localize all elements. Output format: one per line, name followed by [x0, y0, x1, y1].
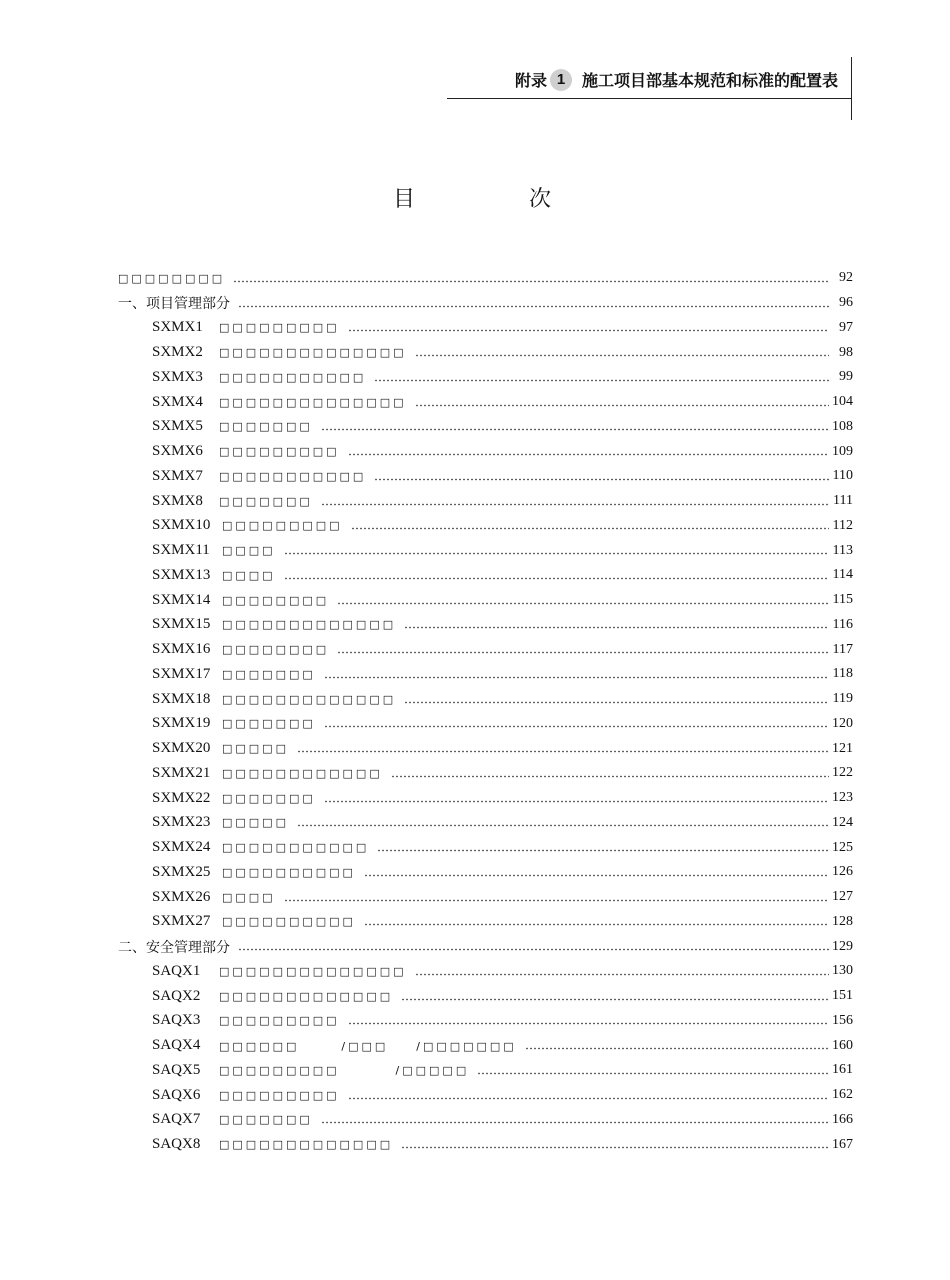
toc-entry-label: □□□□: [222, 568, 276, 582]
toc-entry-code: SXMX1: [152, 319, 203, 336]
toc-entry-label: □□□□: [222, 544, 276, 558]
toc-entry-code: SXMX15: [152, 616, 211, 633]
dot-leader: [324, 725, 829, 728]
toc-entry[interactable]: [118, 1009, 853, 1034]
toc-entry[interactable]: [118, 959, 853, 984]
toc-entry-code: SXMX6: [152, 443, 203, 460]
dot-leader: [391, 775, 829, 778]
toc-entry-code: SAQX7: [152, 1111, 201, 1128]
running-header: [515, 68, 838, 91]
toc-entry-code: SXMX17: [152, 665, 211, 682]
toc-entry[interactable]: [118, 464, 853, 489]
dot-leader: [238, 305, 829, 308]
toc-entry-code: SAQX8: [152, 1136, 201, 1153]
dot-leader: [401, 998, 829, 1001]
toc-entry-page: 115: [832, 592, 853, 608]
toc-entry-label: □□□□□□□□□□: [222, 915, 356, 929]
toc-entry-label: □□□□□□□□□ /□□□□□: [219, 1064, 470, 1078]
toc-entry-code: SXMX13: [152, 566, 211, 583]
toc-entry-code: SXMX14: [152, 591, 211, 608]
toc-entry-label: □□□□□□□□□□□□: [222, 766, 383, 780]
dot-leader: [364, 923, 829, 926]
toc-entry-page: 124: [832, 814, 853, 830]
toc-entry-label: □□□□□□□□□□□: [222, 841, 370, 855]
toc-entry-label: □□□□□□□: [219, 494, 313, 508]
toc-entry-code: SXMX4: [152, 393, 203, 410]
toc-entry[interactable]: [118, 910, 853, 935]
toc-entry-page: 162: [832, 1087, 853, 1103]
toc-entry-page: 167: [832, 1136, 853, 1152]
toc-entry-code: SAQX5: [152, 1061, 201, 1078]
toc-entry-code: SAQX3: [152, 1012, 201, 1029]
toc-entry-label: □□□□□□□□□: [219, 321, 340, 335]
dot-leader: [415, 973, 829, 976]
toc-entry-page: 108: [832, 418, 853, 434]
toc-entry[interactable]: [118, 514, 853, 539]
toc-entry-page: 99: [839, 369, 853, 385]
toc-entry-code: SXMX18: [152, 690, 211, 707]
toc-entry[interactable]: [118, 365, 853, 390]
toc-entry[interactable]: [118, 340, 853, 365]
toc-entry[interactable]: [118, 439, 853, 464]
toc-entry[interactable]: [118, 588, 853, 613]
toc-entry[interactable]: [118, 860, 853, 885]
toc-entry[interactable]: [118, 1058, 853, 1083]
toc-entry-page: 166: [832, 1111, 853, 1127]
toc-entry[interactable]: [118, 613, 853, 638]
dot-leader: [321, 428, 829, 431]
toc-entry-code: SAQX4: [152, 1037, 201, 1054]
toc-entry[interactable]: [118, 390, 853, 415]
dot-leader: [404, 626, 829, 629]
dot-leader: [238, 948, 829, 951]
toc-entry-label: □□□□□□ /□□□ /□□□□□□□: [219, 1039, 517, 1053]
toc-entry[interactable]: [118, 712, 853, 737]
toc-entry[interactable]: [118, 786, 853, 811]
toc-entry-page: 128: [832, 913, 853, 929]
toc-entry-page: 97: [839, 319, 853, 335]
toc-entry-label: □□□□□□□□□□□□□: [222, 618, 397, 632]
toc-entry-label: 二、安全管理部分: [118, 939, 230, 956]
toc-entry[interactable]: [118, 736, 853, 761]
dot-leader: [337, 602, 829, 605]
toc-entry[interactable]: [118, 489, 853, 514]
toc-entry-code: SXMX10: [152, 517, 211, 534]
toc-entry-page: 109: [832, 443, 853, 459]
toc-entry-code: SXMX25: [152, 863, 211, 880]
toc-entry-label: □□□□: [222, 890, 276, 904]
toc-entry[interactable]: [118, 538, 853, 563]
toc-entry-page: 117: [832, 641, 853, 657]
dot-leader: [351, 527, 829, 530]
toc-entry[interactable]: [118, 1132, 853, 1157]
toc-entry[interactable]: [118, 637, 853, 662]
toc-entry-page: 118: [832, 666, 853, 682]
toc-entry-label: 一、项目管理部分: [118, 296, 230, 313]
toc-entry-page: 123: [832, 790, 853, 806]
toc-entry-label: □□□□□□□□: [118, 271, 226, 285]
toc-entry-page: 130: [832, 963, 853, 979]
toc-entry-page: 120: [832, 715, 853, 731]
header-rule: [447, 98, 851, 99]
toc-entry-label: □□□□□: [222, 816, 289, 830]
toc-entry-code: SAQX1: [152, 962, 201, 979]
toc-entry-code: SXMX3: [152, 368, 203, 385]
dot-leader: [415, 404, 829, 407]
toc-entry-page: 112: [832, 517, 853, 533]
toc-entry-code: SXMX20: [152, 740, 211, 757]
toc-entry-page: 110: [832, 468, 853, 484]
toc-entry-label: □□□□□□□□□□□□□□: [219, 346, 407, 360]
toc-entry-label: □□□□□□□: [222, 791, 316, 805]
toc-entry-page: 156: [832, 1012, 853, 1028]
toc-entry-page: 96: [839, 295, 853, 311]
toc-entry-page: 98: [839, 344, 853, 360]
toc-entry-code: SAQX2: [152, 987, 201, 1004]
toc-entry-code: SXMX26: [152, 888, 211, 905]
toc-entry-label: □□□□□□□: [222, 667, 316, 681]
toc-entry[interactable]: [118, 1108, 853, 1133]
toc-entry-label: □□□□□□□□□□□□□: [222, 692, 397, 706]
toc-entry-label: □□□□□□□: [222, 717, 316, 731]
toc-entry-page: 104: [832, 394, 853, 410]
toc-entry[interactable]: [118, 761, 853, 786]
toc-entry[interactable]: [118, 316, 853, 341]
dot-leader: [324, 676, 829, 679]
toc-entry-code: SXMX22: [152, 789, 211, 806]
toc-entry-code: SXMX24: [152, 839, 211, 856]
dot-leader: [284, 899, 829, 902]
toc-entry-label: □□□□□□□□□: [222, 519, 343, 533]
dot-leader: [337, 651, 829, 654]
toc-entry-page: 111: [833, 493, 853, 509]
header-title: 施工项目部基本规范和标准的配置表: [581, 71, 838, 90]
toc-entry-code: SXMX7: [152, 467, 203, 484]
appendix-number-badge: 1: [550, 69, 572, 91]
toc-entry-code: SXMX8: [152, 492, 203, 509]
toc-entry[interactable]: [118, 563, 853, 588]
toc-entry-label: □□□□□□□□□□□□□□: [219, 395, 407, 409]
toc-entry-code: SXMX21: [152, 764, 211, 781]
toc-entry[interactable]: [118, 1083, 853, 1108]
appendix-label: 附录: [514, 71, 547, 90]
toc-entry-label: □□□□□□□□□□□□□: [219, 989, 394, 1003]
toc-entry-code: SXMX5: [152, 418, 203, 435]
toc-entry-page: 151: [832, 988, 853, 1004]
dot-leader: [374, 379, 829, 382]
toc-entry-page: 127: [832, 889, 853, 905]
toc-entry-code: SXMX16: [152, 641, 211, 658]
dot-leader: [348, 453, 829, 456]
dot-leader: [374, 478, 829, 481]
table-of-contents: [118, 266, 853, 1157]
dot-leader: [297, 750, 829, 753]
dot-leader: [477, 1072, 829, 1075]
dot-leader: [284, 577, 829, 580]
toc-entry-label: □□□□□□□□□□□□□□: [219, 964, 407, 978]
toc-entry-label: □□□□□□□□: [222, 593, 330, 607]
toc-entry-page: 125: [832, 839, 853, 855]
toc-entry-code: SXMX27: [152, 913, 211, 930]
dot-leader: [297, 824, 829, 827]
toc-entry-label: □□□□□□□□□□: [222, 865, 356, 879]
toc-entry[interactable]: [118, 835, 853, 860]
toc-entry-label: □□□□□: [222, 742, 289, 756]
toc-entry-label: □□□□□□□□□: [219, 1014, 340, 1028]
toc-entry[interactable]: [118, 885, 853, 910]
toc-entry-label: □□□□□□□□□: [219, 445, 340, 459]
dot-leader: [377, 849, 829, 852]
toc-entry-page: 160: [832, 1037, 853, 1053]
toc-entry-code: SXMX23: [152, 814, 211, 831]
toc-entry-label: □□□□□□□□□: [219, 1088, 340, 1102]
toc-entry-code: SXMX19: [152, 715, 211, 732]
toc-entry[interactable]: [118, 1033, 853, 1058]
toc-entry-page: 122: [832, 765, 853, 781]
dot-leader: [348, 329, 829, 332]
toc-entry-page: 119: [832, 691, 853, 707]
toc-entry-label: □□□□□□□: [219, 1113, 313, 1127]
dot-leader: [404, 701, 829, 704]
toc-entry-label: □□□□□□□□□□□: [219, 370, 367, 384]
toc-entry[interactable]: [118, 984, 853, 1009]
toc-entry-page: 161: [832, 1062, 853, 1078]
toc-entry-label: □□□□□□□□□□□: [219, 469, 367, 483]
dot-leader: [284, 552, 829, 555]
dot-leader: [364, 874, 829, 877]
toc-entry[interactable]: [118, 266, 853, 291]
toc-entry-page: 92: [839, 270, 853, 286]
dot-leader: [348, 1022, 829, 1025]
toc-entry-page: 116: [832, 616, 853, 632]
dot-leader: [233, 280, 829, 283]
toc-entry-code: SAQX6: [152, 1086, 201, 1103]
toc-entry[interactable]: [118, 687, 853, 712]
toc-entry-label: □□□□□□□: [219, 420, 313, 434]
dot-leader: [348, 1097, 829, 1100]
toc-entry-page: 113: [832, 542, 853, 558]
toc-entry-code: SXMX2: [152, 344, 203, 361]
toc-entry[interactable]: [118, 934, 853, 959]
toc-entry-page: 114: [832, 567, 853, 583]
dot-leader: [321, 1121, 829, 1124]
dot-leader: [401, 1146, 829, 1149]
toc-entry[interactable]: [118, 811, 853, 836]
dot-leader: [324, 800, 829, 803]
dot-leader: [415, 354, 829, 357]
toc-entry-page: 126: [832, 864, 853, 880]
page-title: 目 次: [392, 187, 597, 212]
header-vertical-rule: [851, 57, 852, 120]
dot-leader: [321, 503, 829, 506]
toc-entry-label: □□□□□□□□□□□□□: [219, 1138, 394, 1152]
toc-entry[interactable]: [118, 662, 853, 687]
toc-entry-code: SXMX11: [152, 542, 210, 559]
toc-entry-page: 121: [832, 740, 853, 756]
toc-entry-label: □□□□□□□□: [222, 643, 330, 657]
toc-entry[interactable]: [118, 291, 853, 316]
dot-leader: [525, 1047, 829, 1050]
toc-entry[interactable]: [118, 415, 853, 440]
toc-entry-page: 129: [832, 938, 853, 954]
